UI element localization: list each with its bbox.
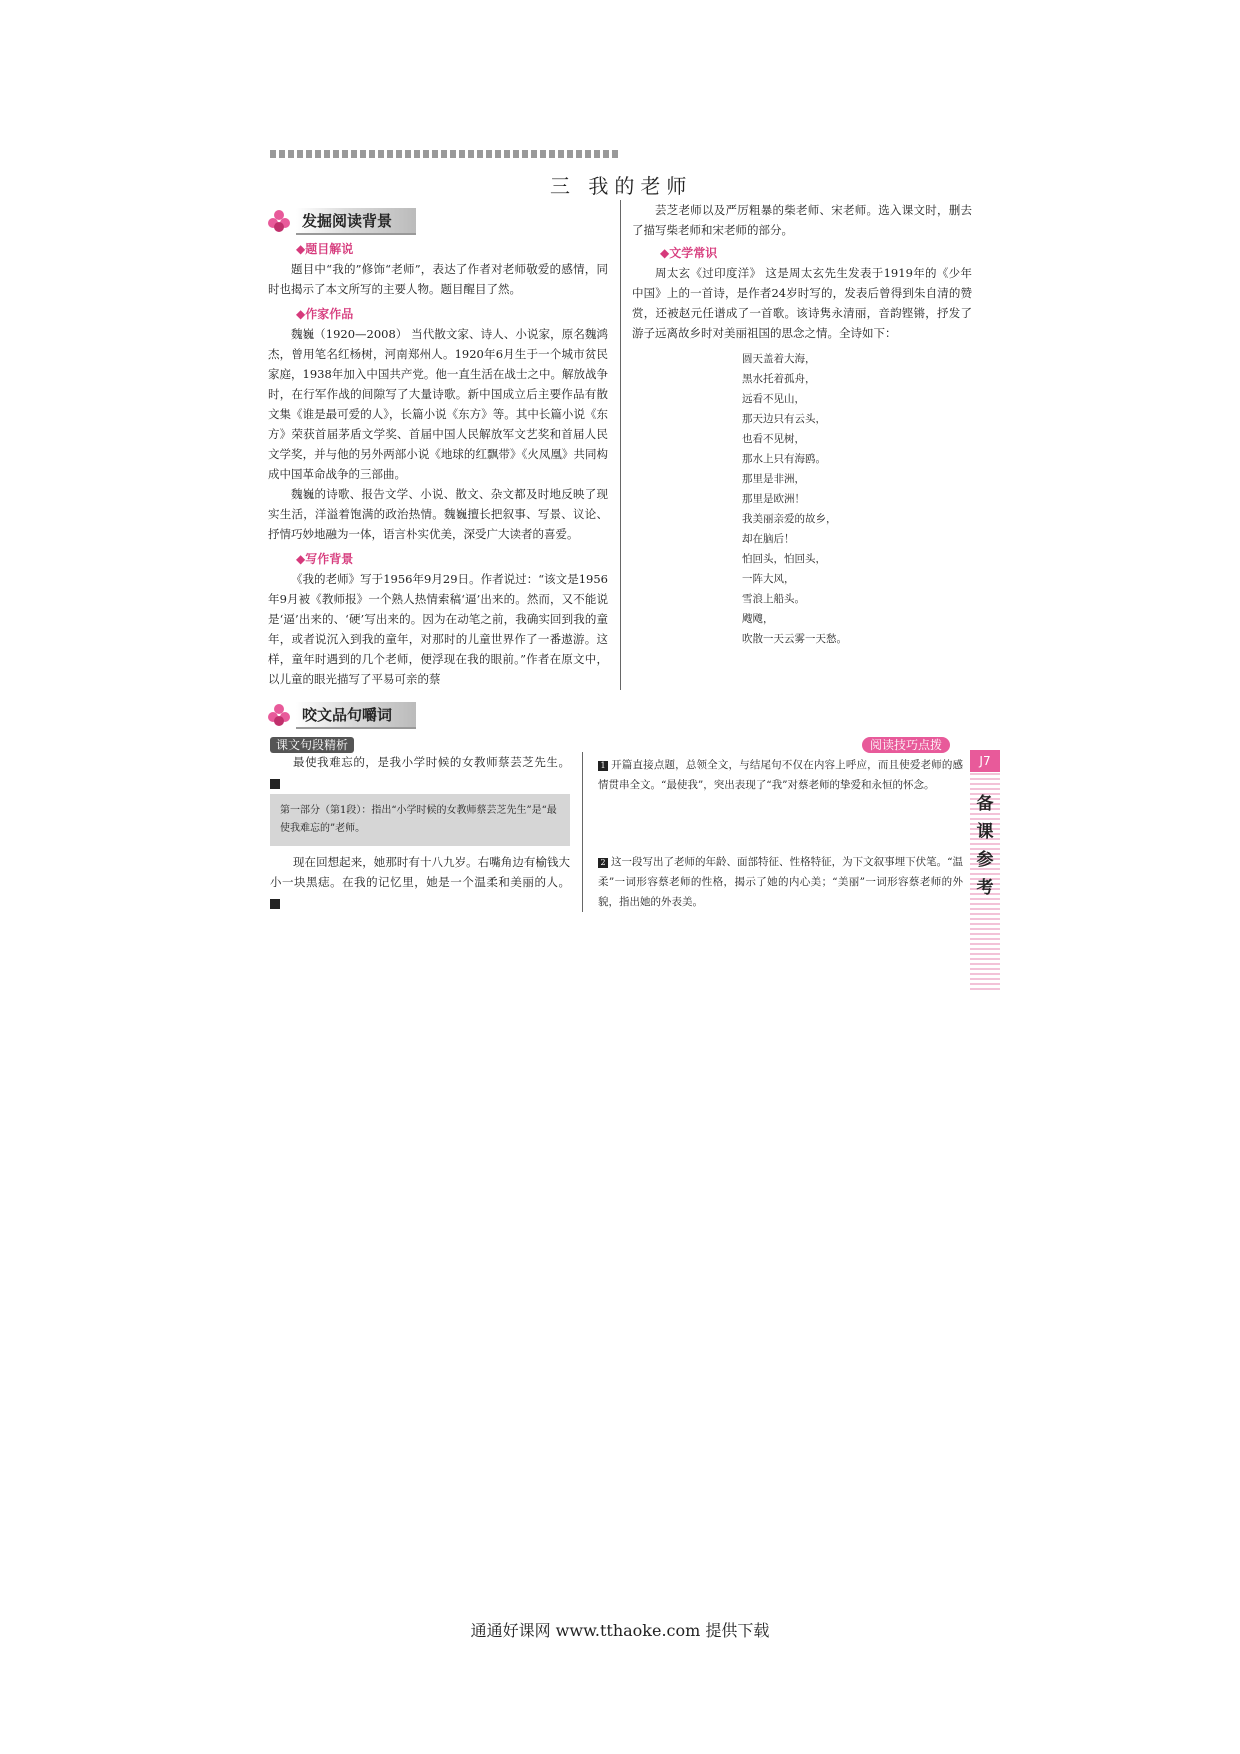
poem-line: 也看不见树， (742, 433, 805, 445)
poem-line: 远看不见山， (742, 393, 805, 405)
column-divider (620, 200, 621, 690)
paragraph: 《我的老师》写于1956年9月29日。作者说过：“该文是1956年9月被《教师报》一个熟人热情索稿‘逼’出来的。然而，又不能说是‘逼’出来的、‘硬’写出来的。因为在动笔之前，我确实回到我的童年，或者说沉入到我的童年，对那时的儿童世界作了一番遨游。这样，童年时遇到的几个老师，便浮现在我的眼前。”作者在原文中，以儿童的眼光描写了平易可亲的蔡 (268, 572, 608, 686)
paragraph: 最使我难忘的，是我小学时候的女教师蔡芸芝先生。 (293, 755, 570, 769)
section-header-analysis (268, 702, 416, 728)
note-marker: 1 (270, 779, 280, 789)
poem-line: 雪浪上船头。 (742, 593, 805, 605)
poem-line: 那里是欧洲！ (742, 493, 805, 505)
column-divider (582, 752, 583, 912)
poem-line: 那水上只有海鸥。 (742, 453, 826, 465)
subheading-background: ◆写作背景 (296, 552, 354, 566)
side-label-char: 备 (976, 794, 994, 814)
section-header-background (268, 208, 608, 234)
poem-line: 黑水托着孤舟， (742, 373, 816, 385)
poem-line: 我美丽亲爱的故乡， (742, 513, 837, 525)
note-2 (598, 852, 963, 912)
side-label-char: 参 (976, 850, 994, 870)
flower-icon (268, 210, 290, 232)
poem-line: 怕回头，怕回头， (742, 553, 826, 565)
side-tab (970, 750, 1000, 990)
note-text: 这一段写出了老师的年龄、面部特征、性格特征，为下文叙事埋下伏笔。“温柔”一词形容蔡老师的性格，揭示了她的内心美；“美丽”一词形容蔡老师的外貌，指出她的外表美。 (598, 856, 963, 908)
note-marker: 1 (598, 761, 608, 771)
poem-line: 圆天盖着大海， (742, 353, 816, 365)
text-block-1 (270, 752, 570, 792)
subheading-title-explain: ◆题目解说 (296, 242, 354, 256)
paragraph: 芸芝老师以及严厉粗暴的柴老师、宋老师。选入课文时，删去了描写柴老师和宋老师的部分。 (632, 203, 972, 237)
flower-icon (268, 704, 290, 726)
left-column (268, 208, 608, 689)
poem-line: 吹散一天云雾一天愁。 (742, 633, 847, 645)
paragraph: 魏巍（1920—2008） 当代散文家、诗人、小说家，原名魏鸿杰，曾用笔名红杨树，河南郑州人。1920年6月生于一个城市贫民家庭，1938年加入中国共产党。他一直生活在战士之中。解放战争时，在行军作战的间隙写了大量诗歌。新中国成立后主要作品有散文集《谁是最可爱的人》，长篇小说《东方》等。其中长篇小说《东方》荣获首届茅盾文学奖、首届中国人民解放军文艺奖和首届人民文学奖，并与他的另外两部小说《地球的红飘带》《火凤凰》共同构成中国革命战争的三部曲。 (268, 327, 608, 481)
tag-sentence-analysis (270, 734, 354, 753)
side-label-char: 课 (976, 822, 994, 842)
footer-text: 通通好课网 www.tthaoke.com 提供下载 (470, 1621, 770, 1640)
tag-reading-tips (862, 734, 950, 753)
poem-line: 一阵大风， (742, 573, 795, 585)
side-label-char: 考 (976, 878, 994, 898)
poem (742, 349, 972, 649)
summary-box: 第一部分（第1段）：指出“小学时候的女教师蔡芸芝先生”是“最使我难忘的”老师。 (270, 794, 570, 846)
lesson-title: 三 我的老师 (550, 174, 693, 198)
note-1 (598, 755, 963, 795)
subheading-literature: ◆文学常识 (660, 246, 718, 260)
note-marker: 2 (598, 858, 608, 868)
paragraph: 魏巍的诗歌、报告文学、小说、散文、杂文都及时地反映了现实生活，洋溢着饱满的政治热情。魏巍擅长把叙事、写景、议论、抒情巧妙地融为一体，语言朴实优美，深受广大读者的喜爱。 (268, 487, 608, 541)
tag-label: 阅读技巧点拨 (862, 737, 950, 753)
poem-line: 那天边只有云头， (742, 413, 826, 425)
paragraph: 题目中“我的”修饰“老师”，表达了作者对老师敬爱的感情，同时也揭示了本文所写的主要人物。题目醒目了然。 (268, 262, 608, 296)
paragraph: 现在回想起来，她那时有十八九岁。右嘴角边有榆钱大小一块黑痣。在我的记忆里，她是一个温柔和美丽的人。 (270, 855, 570, 889)
note-text: 开篇直接点题，总领全文，与结尾句不仅在内容上呼应，而且使爱老师的感情贯串全文。“最使我”，突出表现了“我”对蔡老师的挚爱和永恒的怀念。 (598, 759, 963, 791)
section-title: 咬文品句嚼词 (296, 702, 416, 729)
tag-label: 课文句段精析 (270, 737, 354, 753)
poem-line: 却在脑后！ (742, 533, 795, 545)
note-marker: 2 (270, 899, 280, 909)
header-strip (270, 150, 620, 158)
side-label (970, 790, 1000, 902)
paragraph: 周太玄《过印度洋》 这是周太玄先生发表于1919年的《少年中国》上的一首诗，是作者24岁时写的，发表后曾得到朱自清的赞赏，还被赵元任谱成了一首歌。该诗隽永清丽，音韵铿锵，抒发了游子远离故乡时对美丽祖国的思念之情。全诗如下： (632, 266, 972, 340)
subheading-author: ◆作家作品 (296, 307, 354, 321)
page-number: J7 (970, 750, 1000, 772)
section-title: 发掘阅读背景 (296, 208, 416, 235)
right-column (632, 200, 972, 649)
poem-line: 飕飕， (742, 613, 774, 625)
text-block-2 (270, 852, 570, 912)
poem-line: 那里是非洲， (742, 473, 805, 485)
